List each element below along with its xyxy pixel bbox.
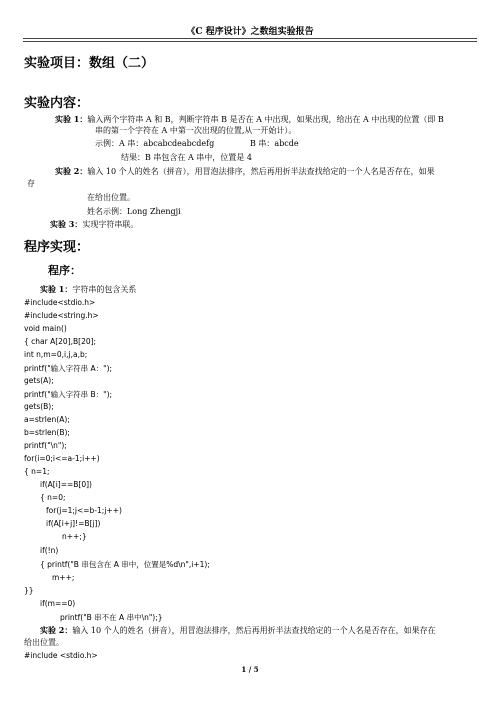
code-line: if(m==0) <box>40 599 76 608</box>
code-line: printf("B 串不在 A 串中\n");} <box>60 613 163 622</box>
exp2-line3: 在给出位置。 <box>87 193 135 202</box>
code-line: { n=0; <box>40 493 66 502</box>
exp3-label: 实验 3： <box>50 219 83 229</box>
program-title: 程序： <box>48 264 81 277</box>
exp2-text-1: 输入 10 个人的姓名（拼音），用冒泡法排序，然后再用折半法查找给定的一个人名是否存在，如果 <box>87 167 435 176</box>
code-line: gets(B); <box>24 402 54 411</box>
code-line: for(i=0;i<=a-1;i++) <box>24 454 100 463</box>
exp2-label: 实验 2： <box>55 166 88 176</box>
code-line-last: #include <stdio.h> <box>24 651 98 660</box>
code-exp2-line2: 给出位置。 <box>24 638 64 647</box>
code-line: { n=1; <box>24 467 50 476</box>
code-line: int n,m=0,i,j,a,b; <box>24 350 88 359</box>
header-rule-2 <box>23 41 477 42</box>
code-line: { printf("B 串包含在 A 串中，位置是%d\n",i+1); <box>40 560 210 569</box>
exp1-line1 <box>55 114 444 125</box>
code-line: for(j=1;j<=b-1;j++) <box>46 506 122 515</box>
exp3-text: 实现字符串联。 <box>82 220 139 229</box>
code-line: n++;} <box>62 532 87 541</box>
code-line: b=strlen(B); <box>24 428 70 437</box>
code-line: #include<stdio.h> <box>24 298 96 307</box>
content-title: 实验内容： <box>24 96 90 111</box>
code-exp2-line1 <box>40 625 436 636</box>
code-exp1-heading <box>40 284 136 295</box>
code-line: void main() <box>24 324 67 333</box>
page-header: 《C 程序设计》之数组实验报告 <box>186 27 314 37</box>
code-line: }} <box>24 586 34 595</box>
code-line: if(A[i]==B[0]) <box>40 480 92 489</box>
exp1-label: 实验 1： <box>55 114 88 124</box>
exp2-example: 姓名示例：Long Zhengji <box>87 207 181 216</box>
code-exp2-label: 实验 2： <box>40 625 73 635</box>
code-exp1-text: 字符串的包含关系 <box>72 285 137 294</box>
impl-title: 程序实现： <box>24 240 90 255</box>
code-line: m++; <box>52 573 75 582</box>
exp1-line2: 串的第一个字符在 A 中第一次出现的位置,从一开始计）。 <box>95 126 297 135</box>
exp1-text-1: 输入两个字符串 A 和 B，判断字符串 B 是否在 A 中出现，如果出现，给出在 A 中出现的位置（即 B <box>87 115 444 124</box>
project-title: 实验项目：数组（二） <box>24 56 155 71</box>
code-line: printf("\n"); <box>24 441 67 450</box>
code-exp1-label: 实验 1： <box>40 284 73 294</box>
code-line: printf("输入字符串 A："); <box>24 364 113 373</box>
exp2-line1 <box>55 166 435 177</box>
code-line: if(A[i+j]!=B[j]) <box>46 519 101 528</box>
page-number: 1 / 5 <box>241 665 259 674</box>
exp2-line2: 存 <box>27 179 35 188</box>
code-line: if(!n) <box>40 546 59 555</box>
exp1-example-b: B 串：abcde <box>250 139 299 148</box>
code-line: gets(A); <box>24 376 54 385</box>
header-rule <box>23 38 477 39</box>
code-exp2-text-1: 输入 10 个人的姓名（拼音），用冒泡法排序，然后再用折半法查找给定的一个人名是否存在，如果存在 <box>72 626 436 635</box>
exp1-example-a: 示例：A 串：abcabcdeabcdefg <box>95 139 215 148</box>
exp3-line <box>50 219 138 230</box>
code-line: printf("输入字符串 B："); <box>24 390 113 399</box>
exp1-result: 结果：B 串包含在 A 串中，位置是 4 <box>121 153 252 162</box>
code-line: a=strlen(A); <box>24 415 70 424</box>
code-line: #include<string.h> <box>24 311 99 320</box>
code-line: { char A[20],B[20]; <box>24 337 97 346</box>
